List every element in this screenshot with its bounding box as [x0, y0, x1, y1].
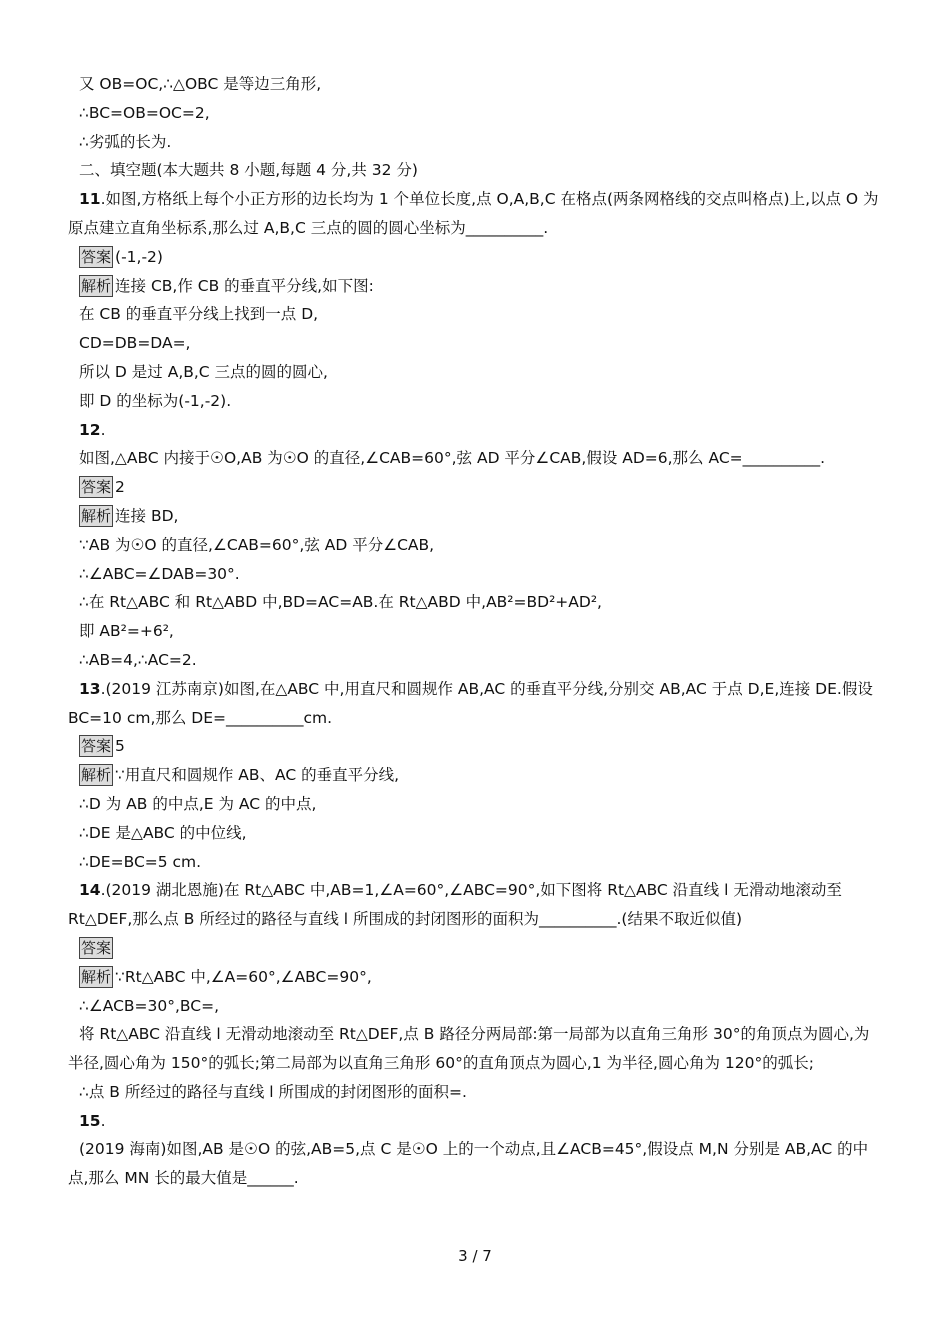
analysis-label: 解析 — [81, 766, 112, 785]
analysis-line: ∴DE=BC=5 cm. — [79, 852, 202, 871]
analysis-row — [68, 761, 883, 790]
answer-row — [68, 243, 883, 272]
answer-value: 5 — [115, 737, 125, 756]
answer-row — [68, 934, 883, 963]
analysis-line: ∴在 Rt△ABC 和 Rt△ABD 中,BD=AC=AB.在 Rt△ABD 中,AB²=BD²+AD², — [79, 593, 602, 612]
question-14 — [68, 876, 883, 934]
question-12: 如图,△ABC 内接于☉O,AB 为☉O 的直径,∠CAB=60°,弦 AD 平分∠CAB,假设 AD=6,那么 AC=__________. — [79, 449, 826, 468]
page-number: 3 / 7 — [458, 1247, 492, 1265]
analysis-line: ∴点 B 所经过的路径与直线 l 所围成的封闭图形的面积=. — [79, 1082, 467, 1101]
question-number: 14 — [79, 881, 101, 900]
analysis-line: 所以 D 是过 A,B,C 三点的圆的圆心, — [79, 362, 328, 381]
answer-label: 答案 — [81, 247, 112, 266]
answer-value: 2 — [115, 478, 125, 497]
text-line: ∴劣弧的长为. — [79, 132, 172, 151]
answer-value: (-1,-2) — [115, 247, 163, 266]
answer-row — [68, 473, 883, 502]
analysis-row — [68, 502, 883, 531]
answer-label: 答案 — [81, 478, 112, 497]
text-line: 又 OB=OC,∴△OBC 是等边三角形, — [79, 75, 322, 93]
analysis-line: ∴∠ABC=∠DAB=30°. — [79, 564, 240, 583]
question-11 — [68, 185, 883, 243]
question-15: (2019 海南)如图,AB 是☉O 的弦,AB=5,点 C 是☉O 上的一个动点,且∠ACB=45°,假设点 M,N 分别是 AB,AC 的中点,那么 MN 长的最大值是______. — [68, 1140, 869, 1188]
question-text: .如图,方格纸上每个小正方形的边长均为 1 个单位长度,点 O,A,B,C 在格点(两条网格线的交点叫格点)上,以点 O 为原点建立直角坐标系,那么过 A,B,C 三点的圆的圆心坐标为__________. — [68, 190, 879, 237]
analysis-text: 连接 CB,作 CB 的垂直平分线,如下图: — [115, 276, 374, 295]
analysis-line: 在 CB 的垂直平分线上找到一点 D, — [79, 305, 319, 324]
question-number-suffix: . — [100, 420, 106, 439]
question-15-number-line — [68, 1107, 883, 1136]
answer-label: 答案 — [81, 737, 112, 756]
analysis-text: 连接 BD, — [115, 506, 179, 525]
text-line: ∴BC=OB=OC=2, — [79, 103, 210, 122]
analysis-line: 即 AB²=+6², — [79, 622, 174, 641]
analysis-row — [68, 963, 883, 992]
question-number-suffix: . — [100, 1111, 106, 1130]
analysis-label: 解析 — [81, 506, 112, 525]
analysis-line: CD=DB=DA=, — [79, 334, 191, 353]
analysis-line: ∴AB=4,∴AC=2. — [79, 650, 197, 669]
analysis-label: 解析 — [81, 967, 112, 986]
analysis-line: 即 D 的坐标为(-1,-2). — [79, 391, 232, 410]
question-13 — [68, 675, 883, 733]
question-text: .(2019 湖北恩施)在 Rt△ABC 中,AB=1,∠A=60°,∠ABC=90°,如下图将 Rt△ABC 沿直线 l 无滑动地滚动至 Rt△DEF,那么点 B 所经过的路径与直线 l 所围成的封闭图形的面积为__________.(结果不取近似值) — [68, 881, 842, 929]
question-number: 15 — [79, 1111, 101, 1130]
analysis-line: ∴DE 是△ABC 的中位线, — [79, 823, 247, 842]
question-number: 13 — [79, 679, 101, 698]
question-12-number-line — [68, 416, 883, 445]
analysis-row — [68, 272, 883, 301]
analysis-text: ∵Rt△ABC 中,∠A=60°,∠ABC=90°, — [115, 967, 372, 986]
answer-label: 答案 — [81, 938, 112, 957]
analysis-label: 解析 — [81, 276, 112, 295]
analysis-paragraph: 将 Rt△ABC 沿直线 l 无滑动地滚动至 Rt△DEF,点 B 路径分两局部:第一局部为以直角三角形 30°的角顶点为圆心,为半径,圆心角为 150°的弧长;第二局部为以直角三角形 60°的直角顶点为圆心,1 为半径,圆心角为 120°的弧长; — [68, 1025, 870, 1073]
page-content — [68, 70, 883, 1193]
question-text: .(2019 江苏南京)如图,在△ABC 中,用直尺和圆规作 AB,AC 的垂直平分线,分别交 AB,AC 于点 D,E,连接 DE.假设 BC=10 cm,那么 DE=__________cm. — [68, 679, 873, 727]
section-heading: 二、填空题(本大题共 8 小题,每题 4 分,共 32 分) — [79, 161, 418, 180]
question-number: 11 — [79, 190, 101, 209]
analysis-line: ∴D 为 AB 的中点,E 为 AC 的中点, — [79, 794, 317, 813]
answer-row — [68, 732, 883, 761]
analysis-line: ∵AB 为☉O 的直径,∠CAB=60°,弦 AD 平分∠CAB, — [79, 535, 435, 554]
question-number: 12 — [79, 420, 101, 439]
analysis-line: ∴∠ACB=30°,BC=, — [79, 996, 220, 1015]
analysis-text: ∵用直尺和圆规作 AB、AC 的垂直平分线, — [115, 766, 400, 785]
